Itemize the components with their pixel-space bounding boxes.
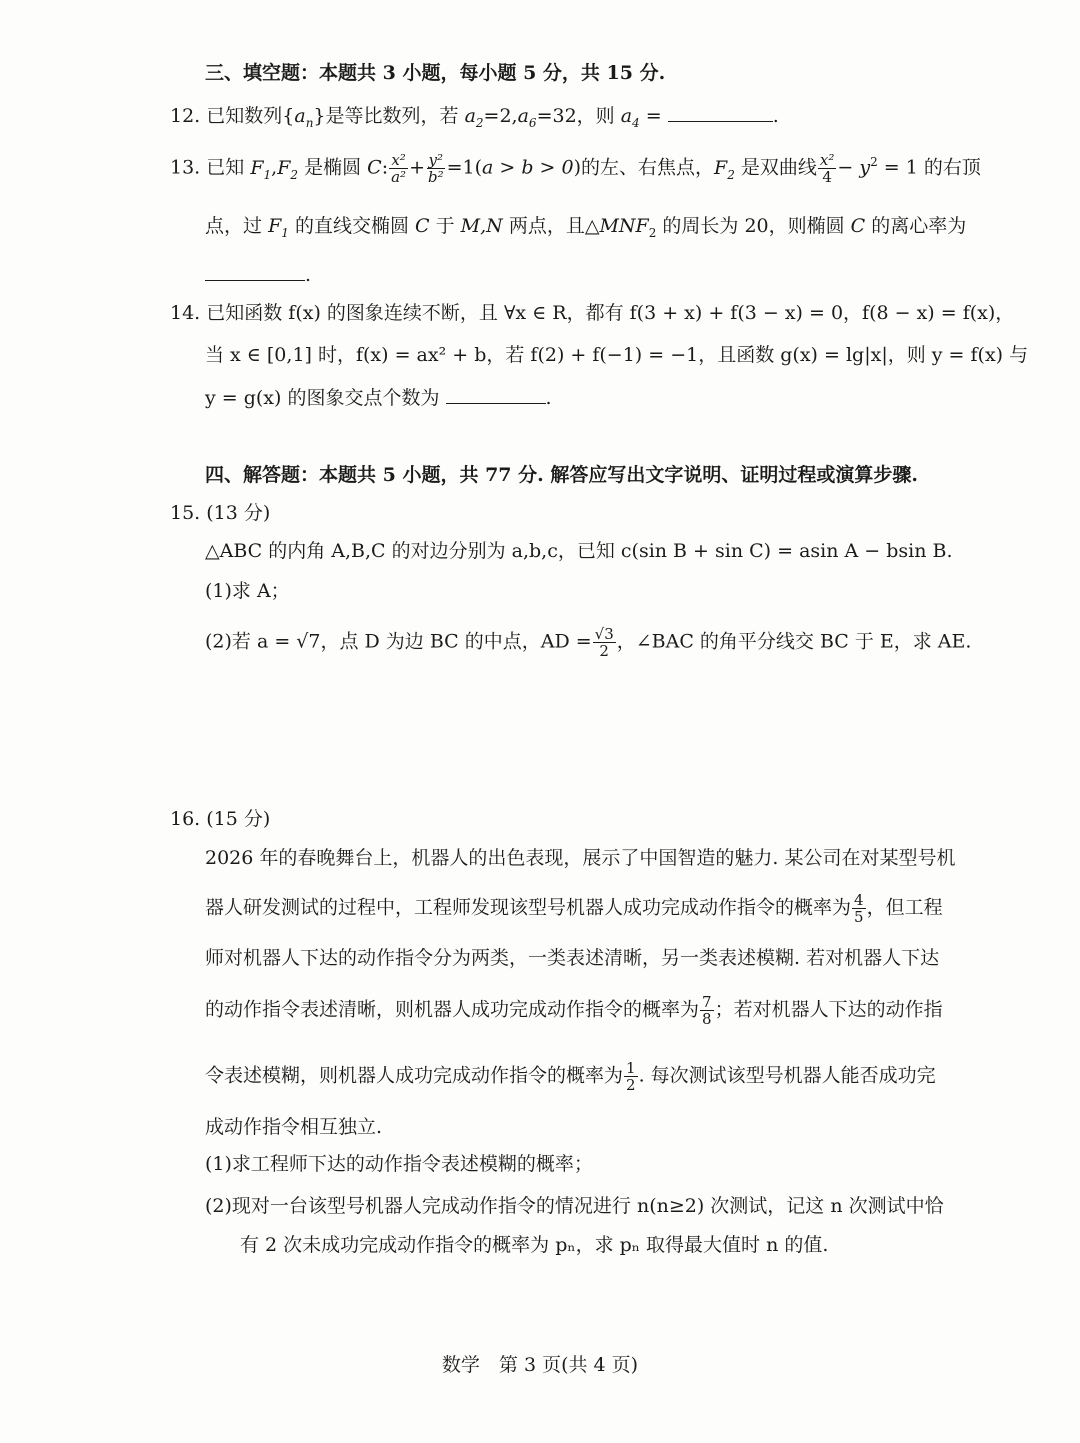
section-3-header: 三、填空题：本题共 3 小题，每小题 5 分，共 15 分. xyxy=(205,62,666,84)
q12-a2: $a_2$ xyxy=(464,105,484,130)
q16-text: 令表述模糊，则机器人成功完成动作指令的概率为 xyxy=(205,1064,624,1087)
q13-text: =1( xyxy=(446,156,483,179)
q13-text: − y xyxy=(837,156,871,179)
q16-text: . 每次测试该型号机器人能否成功完 xyxy=(638,1064,936,1087)
q13-f1: $F_1$ xyxy=(250,156,272,182)
q15-part-2 xyxy=(205,626,971,659)
q12-text: =32，则 xyxy=(536,105,615,127)
q12-text: 已知数列{ xyxy=(206,105,295,127)
question-13-line-1: 13. 已知 $F_1,F_2$ 是椭圆 C: $\frac{\text{x²}}{\text{a²}}$ + $\frac{\text{y²}}{\text{b²}}$ =1(a > b > 0)的左、右焦点，$F_2$ 是双曲线 $\frac{\text{x²}}{4}$ − $y^2 = 1$ 的右顶 xyxy=(170,151,981,186)
q13-text: 是椭圆 xyxy=(304,156,362,179)
q15-number: 15. (13 分) xyxy=(170,502,271,524)
q16-line-3: 师对机器人下达的动作指令分为两类，一类表述清晰，另一类表述模糊. 若对机器人下达 xyxy=(205,947,940,969)
q12-number: 12. xyxy=(170,105,201,127)
q16-frac-4-5: $\frac{4}{5}$ xyxy=(854,891,864,926)
q15-text: ，∠BAC 的角平分线交 BC 于 E，求 AE. xyxy=(616,630,972,653)
q13-text: 的周长为 20，则椭圆 xyxy=(662,215,845,237)
q13-frac-x: $\frac{\text{x²}}{\text{a²}}$ xyxy=(391,151,407,186)
q15-statement: △ABC 的内角 A,B,C 的对边分别为 a,b,c，已知 c(sin B + sin C) = asin A − bsin B. xyxy=(205,540,953,562)
q13-text: 的直线交椭圆 xyxy=(294,215,409,237)
q12-text: =2, xyxy=(483,105,518,127)
q15-part-1: (1)求 A； xyxy=(205,580,290,602)
q14-number: 14. xyxy=(170,302,201,324)
q16-text: 的动作指令表述清晰，则机器人成功完成动作指令的概率为 xyxy=(205,998,700,1021)
q13-frac-y: $\frac{\text{y²}}{\text{b²}}$ xyxy=(427,151,444,186)
q15-text: (2)若 a = √7，点 D 为边 BC 的中点，AD = xyxy=(205,630,592,653)
q13-text: 已知 xyxy=(206,156,245,179)
q16-text: 器人研发测试的过程中，工程师发现该型号机器人成功完成动作指令的概率为 xyxy=(205,896,852,919)
q16-frac-7-8: $\frac{7}{8}$ xyxy=(702,993,712,1028)
q16-part-2-line-1: (2)现对一台该型号机器人完成动作指令的情况进行 n(n≥2) 次测试，记这 n 次测试中恰 xyxy=(205,1195,944,1217)
q12-answer-blank[interactable] xyxy=(668,103,773,122)
q13-text: 于 xyxy=(435,215,455,237)
q14-text: y = g(x) 的图象交点个数为 xyxy=(205,387,440,409)
q13-text: MNF xyxy=(599,215,649,237)
q13-text: 的离心率为 xyxy=(871,215,967,237)
q12-text: = xyxy=(645,105,662,127)
section-4-header: 四、解答题：本题共 5 小题，共 77 分. 解答应写出文字说明、证明过程或演算步骤. xyxy=(205,464,918,486)
q14-text: 已知函数 f(x) 的图象连续不断，且 ∀x ∈ R，都有 f(3 + x) + f(3 − x) = 0，f(8 − x) = f(x)， xyxy=(206,302,1015,324)
q12-an: $a_n$ xyxy=(294,105,314,130)
q13-text: 点，过 xyxy=(205,215,263,237)
q13-frac-hyperbola: $\frac{\text{x²}}{4}$ xyxy=(819,151,835,186)
q12-a6: $a_6$ xyxy=(517,105,537,130)
q16-text: ，但工程 xyxy=(866,896,943,919)
question-12: 12. 已知数列$\{a_n\}$是等比数列，若 $a_2=2,a_6=32$，则 $a_4$ = . xyxy=(170,105,779,130)
q16-line-2 xyxy=(205,892,943,925)
question-14-line-3: y = g(x) 的图象交点个数为 . xyxy=(205,387,552,409)
q16-part-2-line-2: 有 2 次未成功完成动作指令的概率为 pₙ，求 pₙ 取得最大值时 n 的值. xyxy=(240,1234,829,1256)
q13-text: 两点，且△ xyxy=(508,215,600,237)
q12-a4: $a_4$ xyxy=(620,105,640,130)
question-14-line-2: 当 x ∈ [0,1] 时，f(x) = ax² + b，若 f(2) + f(−1) = −1，且函数 g(x) = lg|x|，则 y = f(x) 与 xyxy=(205,344,1029,366)
q13-f2: $F_2$ xyxy=(277,156,299,182)
q16-line-1: 2026 年的春晚舞台上，机器人的出色表现，展示了中国智造的魅力. 某公司在对某型号机 xyxy=(205,847,956,869)
q13-number: 13. xyxy=(170,156,201,179)
question-13-line-3: . xyxy=(205,262,311,288)
q13-condition: a > b > 0 xyxy=(482,156,574,179)
q16-frac-1-2: $\frac{1}{2}$ xyxy=(626,1059,636,1094)
q14-answer-blank[interactable] xyxy=(446,385,546,404)
q16-line-5 xyxy=(205,1060,936,1093)
q16-text: ；若对机器人下达的动作指 xyxy=(714,998,943,1021)
q13-text: 是双曲线 xyxy=(740,156,817,179)
q13-text: = 1 的右顶 xyxy=(883,156,981,179)
question-14-line-1 xyxy=(170,300,1014,326)
page-footer: 数学 第 3 页(共 4 页) xyxy=(441,1354,639,1376)
q15-frac-ad: $\frac{√3}{2}$ xyxy=(594,625,614,660)
q16-line-6: 成动作指令相互独立. xyxy=(205,1116,383,1138)
q13-answer-blank[interactable] xyxy=(205,262,305,281)
question-13-line-2: 点，过 $F_1$ 的直线交椭圆 C 于 M,N 两点，且$\triangle MNF_2$ 的周长为 20，则椭圆 C 的离心率为 xyxy=(205,215,967,240)
q16-part-1: (1)求工程师下达的动作指令表述模糊的概率； xyxy=(205,1153,593,1175)
q13-text: M,N xyxy=(460,215,503,237)
q16-line-4 xyxy=(205,994,943,1027)
q16-number: 16. (15 分) xyxy=(170,808,271,830)
q12-text: }是等比数列，若 xyxy=(313,105,459,127)
q13-text: )的左、右焦点， xyxy=(573,156,715,179)
